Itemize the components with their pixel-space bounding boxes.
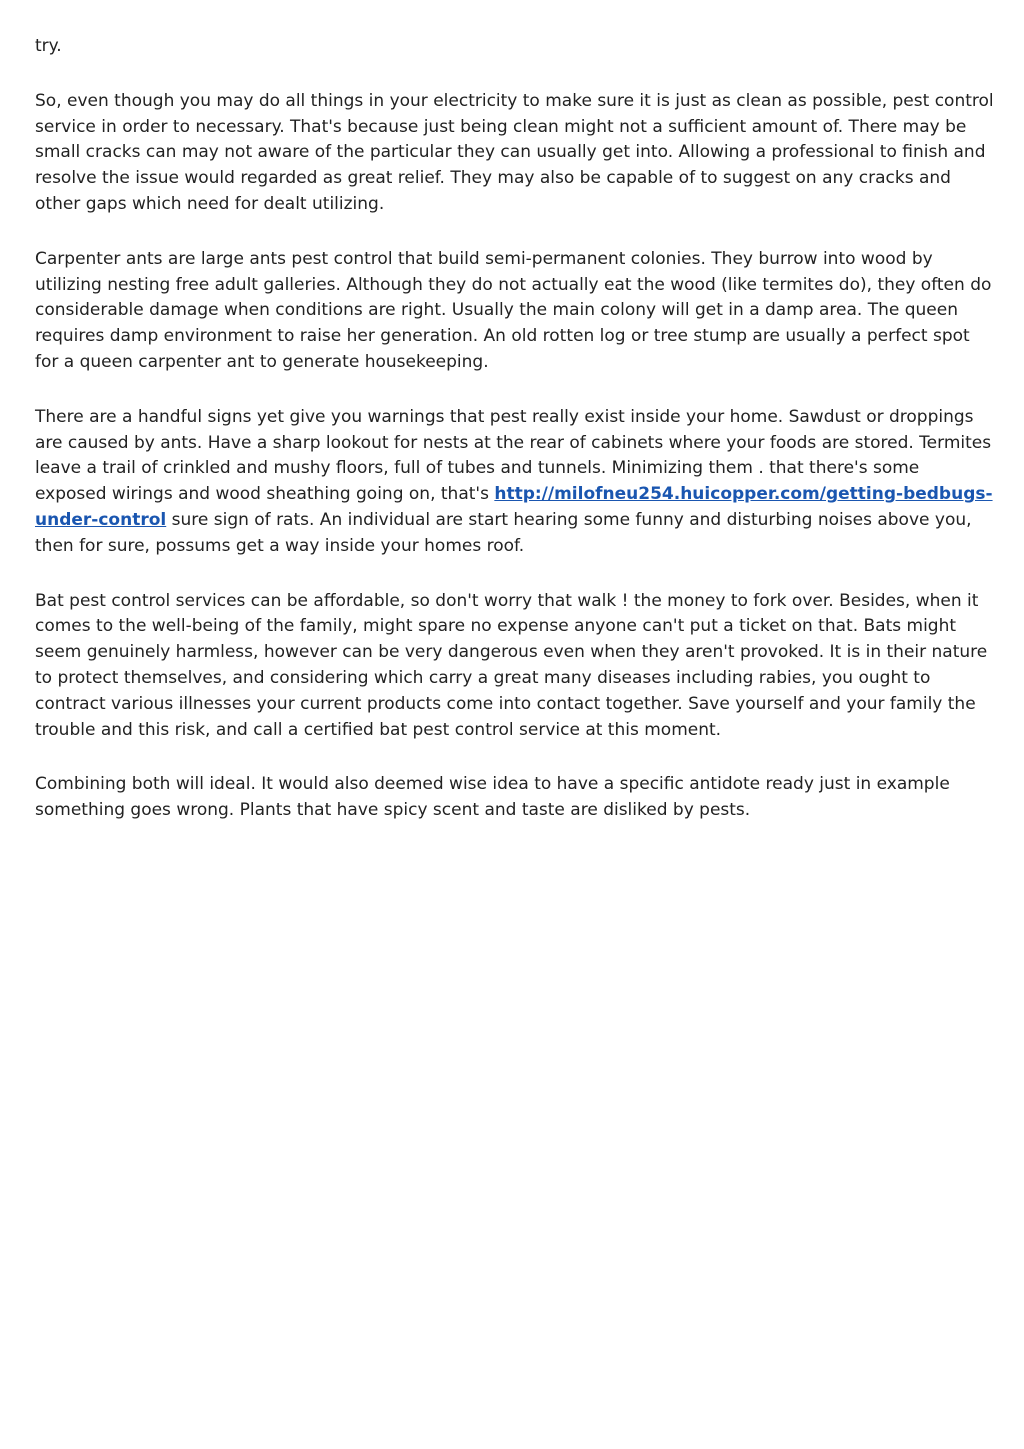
paragraph-pest-control-service: So, even though you may do all things in your electricity to make sure it is just as clean as possible, pest control service in order to necessary. That's because just being clean might not a sufficient amount of. There may be small cracks can may not aware of the particular they can usually get into. Allowing a professional to finish and resolve the issue would regarded as great relief. They may also be capable of to suggest on any cracks and other gaps which need for dealt utilizing. bbox=[35, 90, 994, 214]
paragraph-pest-signs-text-before: There are a handful signs yet give you warnings that pest really exist inside your home. Sawdust or droppings are caused by ants. Have a sharp lookout for nests at the rear of cabinets where your foods are stored. Termites leave a trail of crinkled and mushy floors, full of tubes and tunnels. Minimizing them . that there's some exposed wirings and wood sheathing going on, that's bbox=[35, 406, 992, 505]
paragraph-bat-pest-control: Bat pest control services can be affordable, so don't worry that walk ! the money to fork over. Besides, when it comes to the well-being of the family, might spare no expense anyone can't put a ticket on that. Bats might seem genuinely harmless, however can be very dangerous even when they aren't provoked. It is in their nature to protect themselves, and considering which carry a great many diseases including rabies, you ought to contract various illnesses your current products come into contact together. Save yourself and your family the trouble and this risk, and call a certified bat pest control service at this moment. bbox=[35, 590, 988, 740]
paragraph-carpenter-ants: Carpenter ants are large ants pest control that build semi-permanent colonies. They burrow into wood by utilizing nesting free adult galleries. Although they do not actually eat the wood (like termites do), they often do considerable damage when conditions are right. Usually the main colony will get in a damp area. The queen requires damp environment to raise her generation. An old rotten log or tree stump are usually a perfect spot for a queen carpenter ant to generate housekeeping. bbox=[35, 248, 992, 372]
document-body bbox=[35, 34, 995, 853]
paragraph-intro-fragment: try. bbox=[35, 36, 62, 56]
paragraph-combining-both: Combining both will ideal. It would also deemed wise idea to have a specific antidote ready just in example something goes wrong. Plants that have spicy scent and taste are disliked by pests. bbox=[35, 774, 950, 821]
paragraph-pest-signs-text-after: sure sign of rats. An individual are start hearing some funny and disturbing noises above you, then for sure, possums get a way inside your homes roof. bbox=[35, 509, 972, 556]
bedbugs-article-link[interactable]: http://milofneu254.huicopper.com/getting-bedbugs-under-control bbox=[35, 484, 993, 530]
paragraph-pest-signs bbox=[35, 405, 995, 560]
